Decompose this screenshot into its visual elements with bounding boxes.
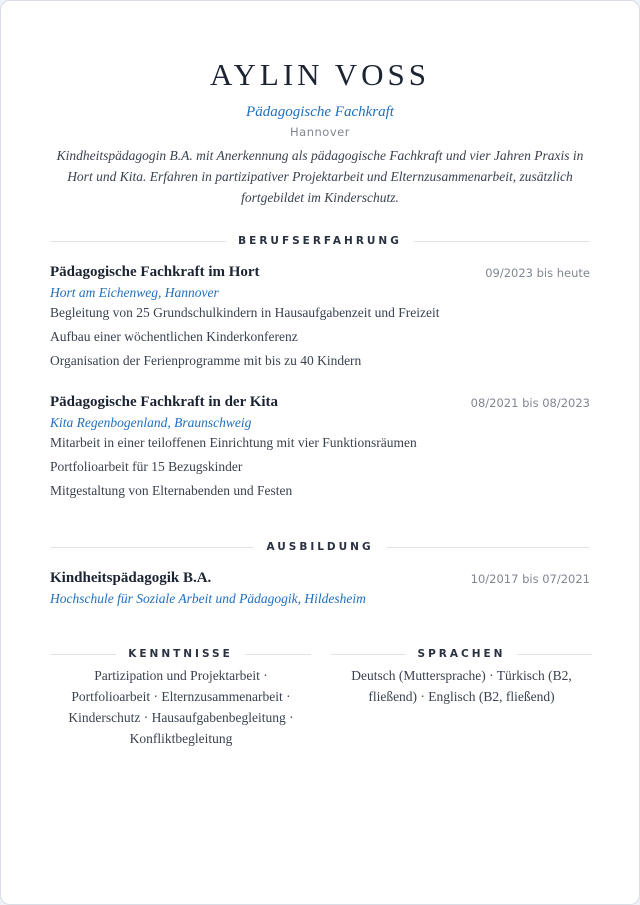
job-bullets xyxy=(50,301,590,373)
education-section-heading xyxy=(50,541,590,553)
profile-summary: Kindheitspädagogin B.A. mit Anerkennung als pädagogische Fachkraft und vier Jahren Praxis in Hort und Kita. Erfahren in partizipativer Projektarbeit und Elternzusammenarbeit, zusätzlich fortgebildet im Kinderschutz. xyxy=(56,148,584,205)
job-title: Pädagogische Fachkraft in der Kita xyxy=(50,394,279,410)
experience-section-heading xyxy=(50,235,590,247)
candidate-role: Pädagogische Fachkraft xyxy=(246,104,394,120)
job-organization: Hort am Eichenweg, Hannover xyxy=(50,285,219,300)
divider xyxy=(50,654,116,655)
skills-list: Partizipation und Projektarbeit · Portfolioarbeit · Elternzusammenarbeit · Kinderschutz · Hausaufgabenbegleitung · Konfliktbegleitung xyxy=(68,668,294,746)
job-date: 08/2021 bis 08/2023 xyxy=(470,396,590,410)
job-bullet: Mitarbeit in einer teiloffenen Einrichtung mit vier Funktionsräumen xyxy=(50,435,417,450)
divider xyxy=(331,654,406,655)
divider xyxy=(245,654,311,655)
experience-heading-label: BERUFSERFAHRUNG xyxy=(238,235,402,247)
job-bullet: Portfolioarbeit für 15 Bezugskinder xyxy=(50,459,243,474)
job-organization: Kita Regenbogenland, Braunschweig xyxy=(50,415,252,430)
languages-section-heading xyxy=(331,648,592,660)
job-title: Pädagogische Fachkraft im Hort xyxy=(50,264,260,280)
divider xyxy=(50,241,226,242)
job-date: 09/2023 bis heute xyxy=(485,266,590,280)
job-bullet: Organisation der Ferienprogramme mit bis zu 40 Kindern xyxy=(50,353,362,368)
skills-heading-label: KENNTNISSE xyxy=(128,648,233,660)
job-bullet: Mitgestaltung von Elternabenden und Festen xyxy=(50,483,293,498)
education-heading-label: AUSBILDUNG xyxy=(266,541,374,553)
languages-heading-label: SPRACHEN xyxy=(417,648,506,660)
job-entry xyxy=(50,394,590,503)
candidate-city: Hannover xyxy=(290,125,350,139)
divider xyxy=(517,654,592,655)
divider xyxy=(386,547,590,548)
degree-title: Kindheitspädagogik B.A. xyxy=(50,570,212,586)
job-bullets xyxy=(50,431,590,503)
candidate-name: AYLIN VOSS xyxy=(209,57,431,92)
education-institution: Hochschule für Soziale Arbeit und Pädagogik, Hildesheim xyxy=(50,591,366,606)
education-date: 10/2017 bis 07/2021 xyxy=(470,572,590,586)
education-entry xyxy=(50,570,590,607)
divider xyxy=(414,241,590,242)
job-entry xyxy=(50,264,590,373)
job-bullet: Aufbau einer wöchentlichen Kinderkonferenz xyxy=(50,329,298,344)
divider xyxy=(50,547,254,548)
languages-list: Deutsch (Muttersprache) · Türkisch (B2, fließend) · Englisch (B2, fließend) xyxy=(351,668,572,704)
skills-section-heading xyxy=(50,648,311,660)
job-bullet: Begleitung von 25 Grundschulkindern in Hausaufgabenzeit und Freizeit xyxy=(50,305,440,320)
